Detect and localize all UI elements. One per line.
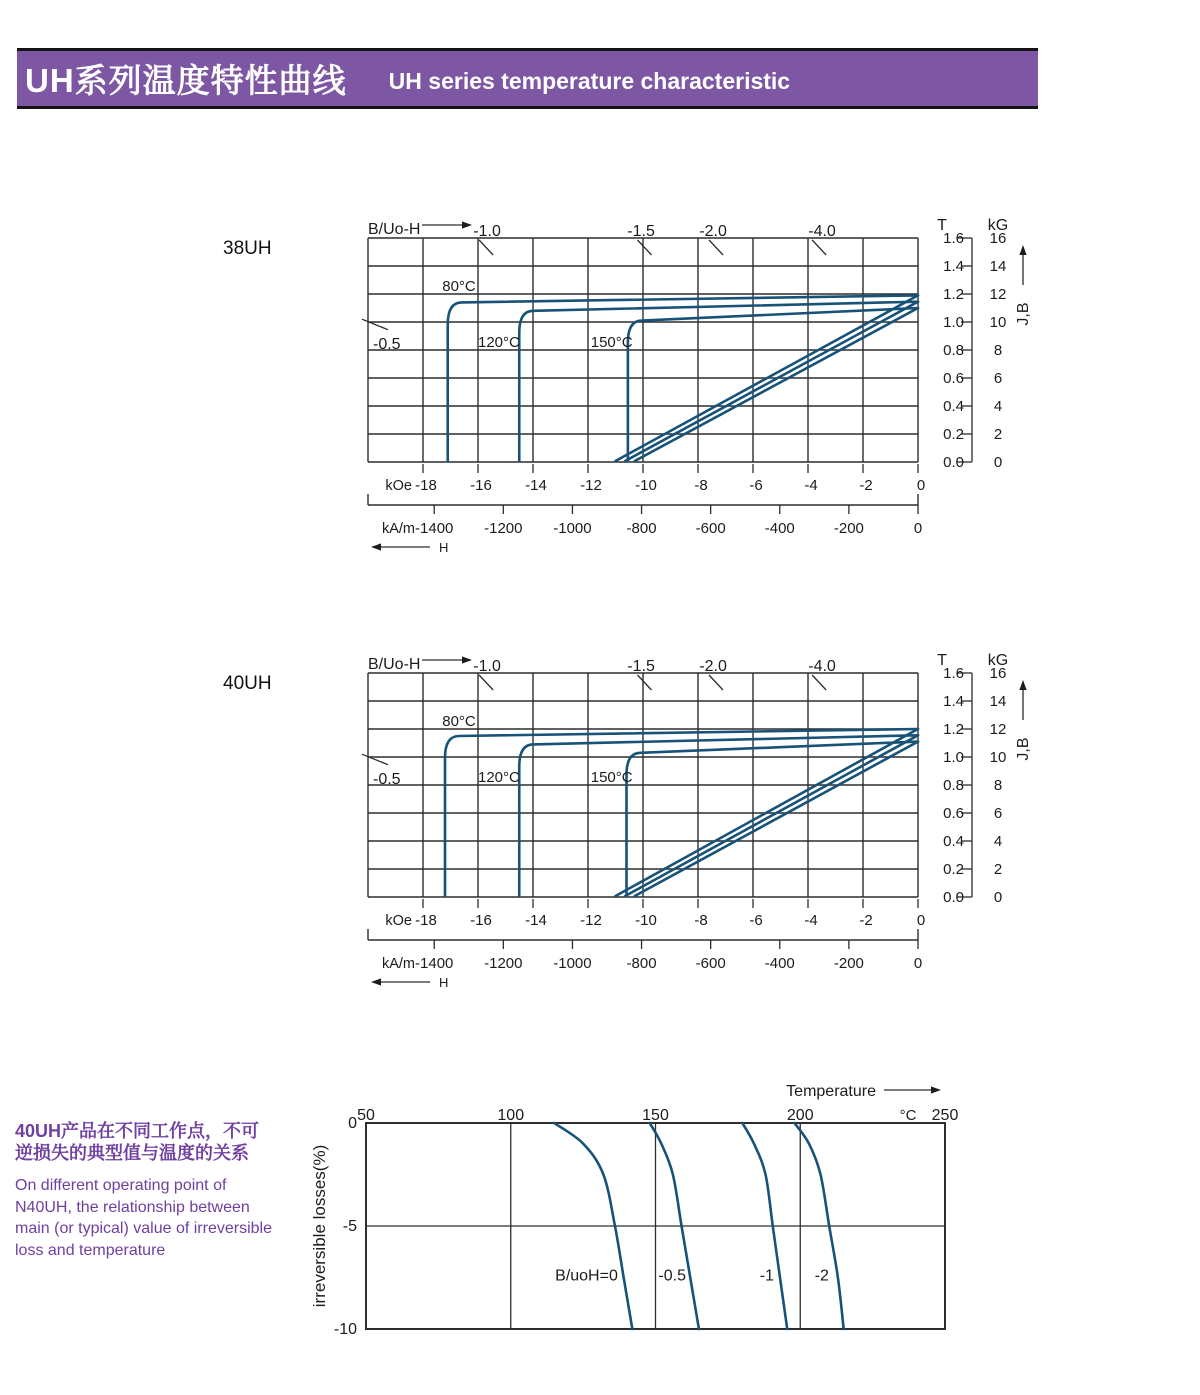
koe-tick-label: -12 xyxy=(580,477,602,494)
kg-tick-label: 2 xyxy=(993,861,1003,878)
kam-tick-label: -1000 xyxy=(553,520,592,537)
temperature-label: 150°C xyxy=(590,769,633,787)
t-tick-label: 0.0 xyxy=(943,454,964,471)
loss-curve-label: -0.5 xyxy=(658,1267,686,1285)
jb-arrow-head xyxy=(1019,245,1026,255)
koe-tick-label: -4 xyxy=(804,477,818,494)
kam-tick-label: -200 xyxy=(833,520,864,537)
load-line-slash-left xyxy=(362,754,388,765)
t-tick-label: 0.6 xyxy=(943,805,964,822)
demag-chart-40uh xyxy=(340,640,1100,1010)
kg-tick-label: 0 xyxy=(993,889,1003,906)
chart-title-38uh: 38UH xyxy=(223,238,272,259)
kg-tick-label: 14 xyxy=(989,693,1007,710)
kg-tick-label: 6 xyxy=(993,805,1003,822)
kam-unit-label: kA/m xyxy=(381,521,415,537)
koe-tick-label: -6 xyxy=(749,477,763,494)
kam-tick-label: -200 xyxy=(833,955,864,972)
h-axis-label: H xyxy=(439,540,449,555)
koe-tick-label: -16 xyxy=(470,912,492,929)
load-line-label: -4.0 xyxy=(808,658,836,675)
koe-tick-label: -16 xyxy=(470,477,492,494)
side-note-en-line4: loss and temperature xyxy=(15,1241,166,1259)
t-tick-label: 0.0 xyxy=(943,889,964,906)
side-note-zh-line2: 逆损失的典型值与温度的关系 xyxy=(15,1143,249,1163)
load-line-slash-left xyxy=(362,319,388,330)
kam-tick-label: -400 xyxy=(764,955,795,972)
b-curve-120°C xyxy=(625,735,918,896)
koe-tick-label: -14 xyxy=(525,477,547,494)
kg-tick-label: 4 xyxy=(993,398,1003,415)
koe-tick-label: -10 xyxy=(635,912,657,929)
kg-tick-label: 8 xyxy=(993,777,1003,794)
load-line-axis-label: B/Uo-H xyxy=(368,656,421,673)
koe-tick-label: -14 xyxy=(525,912,547,929)
koe-tick-label: -6 xyxy=(749,912,763,929)
kam-tick-label: -600 xyxy=(695,955,726,972)
t-unit-header: T xyxy=(937,652,947,669)
kg-unit-header: kG xyxy=(987,652,1009,669)
koe-tick-label: -2 xyxy=(859,477,873,494)
kam-tick-label: -1400 xyxy=(415,955,454,972)
loss-x-tick-label: 50 xyxy=(357,1107,375,1124)
loss-x-tick-label: 200 xyxy=(786,1107,814,1124)
load-line-label: -2.0 xyxy=(699,658,727,675)
demag-chart-38uh xyxy=(340,205,1100,575)
kam-unit-label: kA/m xyxy=(381,956,415,972)
loss-y-axis-label: irreversible losses(%) xyxy=(310,1144,329,1308)
loss-y-tick-label: 0 xyxy=(348,1115,357,1132)
loss-x-tick-label: 250 xyxy=(931,1107,959,1124)
temperature-arrow-head xyxy=(931,1086,941,1093)
load-line-axis-label: B/Uo-H xyxy=(368,221,421,238)
temperature-label: 150°C xyxy=(590,334,633,352)
t-tick-label: 1.4 xyxy=(943,693,964,710)
koe-tick-label: 0 xyxy=(916,912,926,929)
load-line-label: -2.0 xyxy=(699,223,727,240)
side-note xyxy=(15,1120,315,1261)
load-line-slash xyxy=(812,675,826,690)
loss-curve-label: -2 xyxy=(814,1267,829,1285)
koe-tick-label: -10 xyxy=(635,477,657,494)
koe-tick-label: -12 xyxy=(580,912,602,929)
t-tick-label: 0.4 xyxy=(943,833,964,850)
kg-tick-label: 16 xyxy=(989,665,1007,682)
b-curve-150°C xyxy=(635,742,918,896)
kam-tick-label: -800 xyxy=(626,520,657,537)
koe-tick-label: -8 xyxy=(694,912,708,929)
t-tick-label: 1.0 xyxy=(943,314,964,331)
t-tick-label: 1.6 xyxy=(943,230,964,247)
t-tick-label: 0.8 xyxy=(943,777,964,794)
title-banner xyxy=(17,48,1038,109)
koe-unit-label: kOe xyxy=(385,478,412,494)
kam-tick-label: -800 xyxy=(626,955,657,972)
load-line-slash xyxy=(479,675,493,690)
loss-curve-label: -1 xyxy=(759,1267,774,1285)
kam-tick-label: -1000 xyxy=(553,955,592,972)
side-note-en-line2: N40UH, the relationship between xyxy=(15,1198,250,1216)
kam-tick-label: -400 xyxy=(764,520,795,537)
t-tick-label: 0.8 xyxy=(943,342,964,359)
t-tick-label: 0.6 xyxy=(943,370,964,387)
kam-tick-label: -600 xyxy=(695,520,726,537)
irreversible-loss-chart xyxy=(290,1070,1010,1360)
koe-unit-label: kOe xyxy=(385,913,412,929)
jb-axis-label: J,B xyxy=(1015,302,1032,326)
koe-tick-label: -8 xyxy=(694,477,708,494)
b-curve-150°C xyxy=(635,308,918,461)
temperature-label: 80°C xyxy=(442,278,476,296)
t-tick-label: 0.2 xyxy=(943,426,964,443)
loss-x-tick-label: 150 xyxy=(642,1107,669,1124)
kam-tick-label: -1400 xyxy=(415,520,454,537)
side-note-en-line3: main (or typical) value of irreversible xyxy=(15,1220,272,1237)
t-tick-label: 1.2 xyxy=(943,721,964,738)
kam-tick-label: 0 xyxy=(913,955,923,972)
side-note-en-line1: On different operating point of xyxy=(15,1177,227,1194)
kg-tick-label: 6 xyxy=(993,370,1003,387)
temperature-label: 120°C xyxy=(478,334,520,352)
load-line-slash xyxy=(709,240,723,255)
koe-tick-label: -18 xyxy=(415,912,437,929)
b-curve-120°C xyxy=(625,302,918,461)
load-line-label: -1.5 xyxy=(627,658,655,675)
kg-unit-header: kG xyxy=(987,217,1009,234)
load-line-label: -1.0 xyxy=(473,658,501,675)
kg-tick-label: 2 xyxy=(993,426,1003,443)
koe-tick-label: 0 xyxy=(916,477,926,494)
loss-y-tick-label: -5 xyxy=(342,1218,357,1235)
loss-y-tick-label: -10 xyxy=(333,1321,357,1338)
t-tick-label: 0.2 xyxy=(943,861,964,878)
temperature-axis-label: Temperature xyxy=(786,1083,876,1100)
kg-tick-label: 10 xyxy=(989,749,1007,766)
page-title-zh: UH系列温度特性曲线 xyxy=(25,62,347,99)
h-axis-label: H xyxy=(439,975,449,990)
celsius-unit-label: °C xyxy=(899,1107,917,1124)
kam-tick-label: -1200 xyxy=(484,520,523,537)
koe-tick-label: -4 xyxy=(804,912,818,929)
t-tick-label: 1.2 xyxy=(943,286,964,303)
kam-tick-label: -1200 xyxy=(484,955,523,972)
load-line-slash xyxy=(638,675,652,690)
kg-tick-label: 12 xyxy=(989,721,1007,738)
kg-tick-label: 14 xyxy=(989,258,1007,275)
t-tick-label: 1.4 xyxy=(943,258,964,275)
load-line-slash xyxy=(812,240,826,255)
j-curve-120°C xyxy=(519,735,918,896)
load-line-arrow-head xyxy=(462,656,472,663)
loss-curve-label: B/uoH=0 xyxy=(555,1267,618,1285)
kg-tick-label: 4 xyxy=(993,833,1003,850)
jb-axis-label: J,B xyxy=(1015,737,1032,761)
t-tick-label: 1.6 xyxy=(943,665,964,682)
kg-tick-label: 10 xyxy=(989,314,1007,331)
load-line-slash xyxy=(479,240,493,255)
jb-arrow-head xyxy=(1019,680,1026,690)
load-line-label: -1.0 xyxy=(473,223,501,240)
loss-x-tick-label: 100 xyxy=(497,1107,525,1124)
load-line-label-left: -0.5 xyxy=(373,771,401,788)
load-line-label-left: -0.5 xyxy=(373,336,401,353)
h-arrow-head xyxy=(371,978,381,985)
temperature-label: 80°C xyxy=(442,713,476,731)
j-curve-120°C xyxy=(519,302,918,461)
load-line-label: -4.0 xyxy=(808,223,836,240)
koe-tick-label: -2 xyxy=(859,912,873,929)
load-line-arrow-head xyxy=(462,221,472,228)
t-tick-label: 0.4 xyxy=(943,398,964,415)
kg-tick-label: 16 xyxy=(989,230,1007,247)
kg-tick-label: 12 xyxy=(989,286,1007,303)
load-line-slash xyxy=(709,675,723,690)
h-arrow-head xyxy=(371,543,381,550)
kg-tick-label: 0 xyxy=(993,454,1003,471)
load-line-slash xyxy=(638,240,652,255)
side-note-zh-line1: 40UH产品在不同工作点，不可 xyxy=(15,1121,260,1141)
koe-tick-label: -18 xyxy=(415,477,437,494)
t-unit-header: T xyxy=(937,217,947,234)
kam-tick-label: 0 xyxy=(913,520,923,537)
temperature-label: 120°C xyxy=(478,769,520,787)
t-tick-label: 1.0 xyxy=(943,749,964,766)
chart-title-40uh: 40UH xyxy=(223,673,272,694)
page-title-en: UH series temperature characteristic xyxy=(388,68,791,94)
load-line-label: -1.5 xyxy=(627,223,655,240)
kg-tick-label: 8 xyxy=(993,342,1003,359)
